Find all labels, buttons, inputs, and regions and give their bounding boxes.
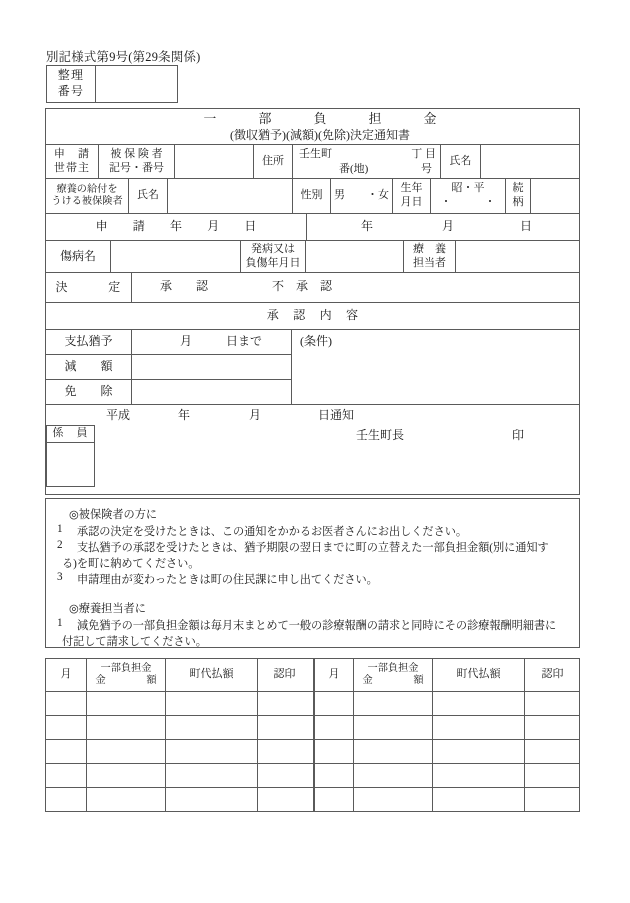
note-item [55,617,570,633]
notice-date-line[interactable] [46,405,580,425]
reduction-field[interactable] [131,355,291,379]
address-field[interactable] [292,145,440,178]
address-go: 号 [421,163,432,175]
table-row[interactable] [46,716,580,739]
condition-panel[interactable] [291,330,580,404]
payment-header-townpaid-left: 町代払額 [165,659,257,691]
table-row[interactable] [46,692,580,715]
onset-date-field[interactable] [305,241,403,272]
notes-provider-heading: ◎療養担当者に [69,603,146,615]
decision-approve[interactable]: 承 認 [160,279,209,293]
deferral-month: 月 [180,334,193,348]
address-chome: 丁 目 [411,148,436,160]
note-number: 3 [57,571,63,583]
table-row[interactable] [46,788,580,811]
control-number-label-line1: 整理 [57,68,85,83]
exemption-label: 免 除 [64,384,113,399]
form-title-sub: (徴収猶予)(減額)(免除)決定通知書 [230,128,410,143]
approval-section-title: 承 認 内 容 [266,308,360,323]
decision-label: 決 定 [55,279,122,294]
note-number: 1 [57,617,63,629]
notes-spacer [55,587,570,600]
insured-symbol-label: 被 保 険 者 記号・番号 [98,145,174,178]
decision-reject[interactable]: 不 承 認 [272,279,333,293]
reduction-label: 減 額 [64,359,113,374]
table-row[interactable] [46,740,580,763]
insured-name-label: 氏名 [128,179,167,213]
payment-header-copay-left: 一部負担金 金 額 [86,659,165,691]
clerk-label: 係 員 [46,425,95,443]
decision-options[interactable] [131,273,580,302]
notice-era: 平成 [106,408,131,422]
onset-date-label: 発病又は 負傷年月日 [240,241,305,272]
table-row[interactable] [46,764,580,787]
receiver-label: 療養の給付を うける被保険者 [51,183,123,207]
form-code-label: 別記様式第9号(第29条関係) [46,50,201,64]
notes-box [45,498,580,648]
clerk-field[interactable] [46,443,95,487]
notice-day: 日通知 [318,408,355,422]
relation-field[interactable] [530,179,580,213]
payment-header-month-right: 月 [313,659,353,691]
seal-mark: 印 [512,428,525,442]
control-number-label-line2: 番号 [57,84,85,98]
mayor-title: 壬生町長 [356,428,405,442]
payment-header-copay-right: 一部負担金 金 額 [353,659,432,691]
note-item [55,539,570,555]
care-provider-field[interactable] [455,241,580,272]
applicant-household-label: 申 請 世帯主 [53,147,91,174]
notice-month: 月 [249,408,262,422]
address-label: 住所 [253,145,292,178]
care-provider-label: 療 養 担当者 [403,241,455,272]
application-date-field[interactable] [306,214,580,240]
deferral-until: 日まで [226,334,263,348]
note-text: 付記して請求してください。 [62,636,207,648]
birthdate-label: 生年 月日 [392,179,430,213]
applicant-name-field[interactable] [480,145,580,178]
deferral-field[interactable] [131,330,291,354]
address-town: 壬生町 [299,148,332,160]
note-item [55,523,570,539]
condition-label: (条件) [300,334,332,348]
note-text: 申請理由が変わったときは町の住民課に申し出てください。 [77,574,378,586]
form-title-main: 一 部 負 担 金 [203,112,452,127]
applicant-name-label: 氏名 [440,145,480,178]
note-text: 承認の決定を受けたときは、この通知をかかるお医者さんにお出しください。 [77,526,467,538]
sex-options[interactable]: 男 ・女 [330,179,392,213]
relation-label: 続 柄 [505,179,530,213]
birthdate-era-field[interactable]: 昭・平 ・ ・ [430,179,505,213]
insured-name-field[interactable] [167,179,292,213]
sex-label: 性別 [292,179,330,213]
disease-name-field[interactable] [110,241,240,272]
notes-insured-heading: ◎被保険者の方に [69,509,158,521]
note-text: 支払猶予の承認を受けたときは、猶予期限の翌日までに町の立替えた一部負担金額(別に通知す [77,542,549,554]
note-number: 2 [57,539,63,551]
notice-year: 年 [178,408,191,422]
payment-rows-area [45,691,580,812]
application-date-year: 年 [361,219,374,233]
note-continuation [62,633,570,649]
disease-name-label: 傷病名 [59,248,96,263]
application-date-day: 日 [520,219,533,233]
note-text: 減免猶予の一部負担金額は毎月末まとめて一般の診療報酬の請求と同時にその診療報酬明細書に [77,620,557,632]
note-text: る)を町に納めてください。 [62,558,200,570]
exemption-field[interactable] [131,380,291,404]
payment-header-townpaid-right: 町代払額 [432,659,524,691]
note-item [55,571,570,587]
note-continuation [62,555,570,571]
deferral-label: 支払猶予 [64,334,113,349]
control-number-label [46,65,96,103]
application-date-label: 申 請 年 月 日 [95,219,263,234]
address-banchi: 番(地) [339,163,369,175]
insured-symbol-field[interactable] [174,145,253,178]
note-number: 1 [57,523,63,535]
control-number-field[interactable] [95,65,178,103]
application-date-month: 月 [442,219,455,233]
payment-header-seal-left: 認印 [257,659,311,691]
payment-header-month-left: 月 [60,668,72,681]
payment-header-seal-right: 認印 [524,659,580,691]
